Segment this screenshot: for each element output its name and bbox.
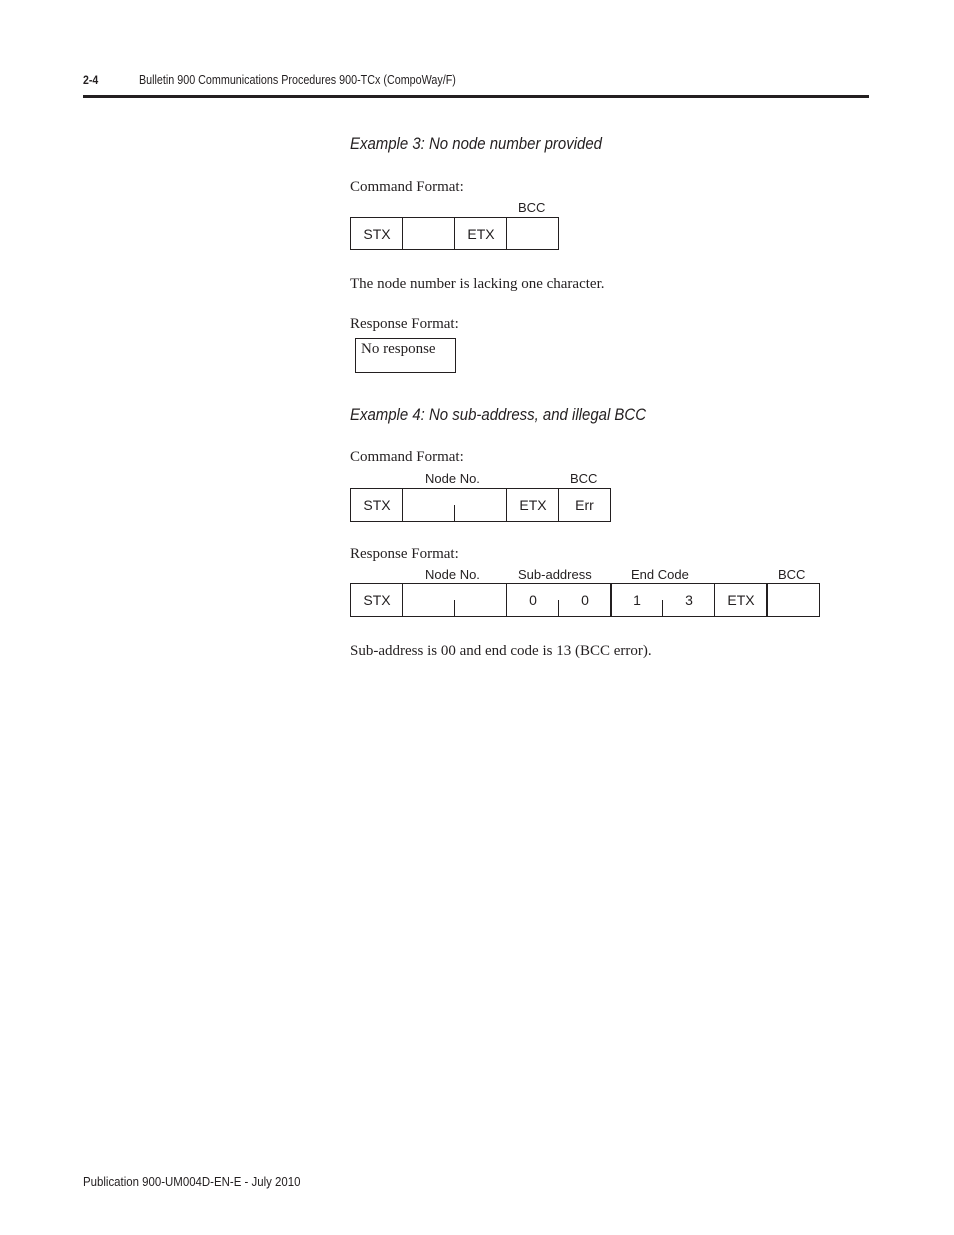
response-node-no-label: Node No. xyxy=(425,567,480,582)
frame-cell-node-no xyxy=(403,584,507,616)
example-4-response-label: Response Format: xyxy=(350,546,459,562)
frame-cell-sub-address-1: 0 xyxy=(529,592,537,608)
frame-cell-etx: ETX xyxy=(467,225,495,242)
frame-cell-bcc xyxy=(768,584,819,616)
example-4-command-frame xyxy=(350,488,611,522)
frame-cell-etx: ETX xyxy=(727,592,755,608)
cell-half-tick xyxy=(454,600,455,616)
no-response-box: No response xyxy=(355,338,456,373)
example-4-node-no-label: Node No. xyxy=(425,471,480,486)
frame-cell-bcc: Err xyxy=(575,497,594,513)
example-3-command-frame xyxy=(350,217,559,250)
response-sub-address-label: Sub-address xyxy=(518,567,592,582)
frame-cell-end-code-2: 3 xyxy=(685,592,693,608)
example-3-title: Example 3: No node number provided xyxy=(350,134,602,153)
frame-cell-sub-address-2: 0 xyxy=(581,592,589,608)
example-3-note: The node number is lacking one character. xyxy=(350,276,605,292)
running-header-title: Bulletin 900 Communications Procedures 900-TCx (CompoWay/F) xyxy=(139,73,456,87)
frame-cell-node-no xyxy=(403,489,507,521)
cell-half-tick xyxy=(454,505,455,521)
example-3-bcc-label: BCC xyxy=(518,200,546,215)
example-3-response-label: Response Format: xyxy=(350,316,459,332)
publication-footer: Publication 900-UM004D-EN-E - July 2010 xyxy=(83,1174,301,1189)
response-bcc-label: BCC xyxy=(778,567,806,582)
frame-cell-stx: STX xyxy=(363,592,391,608)
example-4-title: Example 4: No sub-address, and illegal BCC xyxy=(350,405,647,424)
frame-cell-bcc xyxy=(507,218,558,249)
frame-cell-stx: STX xyxy=(363,225,391,242)
example-4-bcc-label: BCC xyxy=(570,471,598,486)
frame-cell-empty xyxy=(403,218,455,249)
example-4-command-label: Command Format: xyxy=(350,449,464,465)
example-4-note: Sub-address is 00 and end code is 13 (BCC error). xyxy=(350,643,652,659)
page-number: 2-4 xyxy=(83,73,99,87)
frame-cell-etx: ETX xyxy=(519,497,547,513)
frame-cell-end-code-1: 1 xyxy=(633,592,641,608)
example-3-command-label: Command Format: xyxy=(350,179,464,195)
frame-cell-stx: STX xyxy=(363,497,391,513)
example-4-response-frame xyxy=(350,583,820,617)
header-rule xyxy=(83,95,869,98)
response-end-code-label: End Code xyxy=(631,567,689,582)
